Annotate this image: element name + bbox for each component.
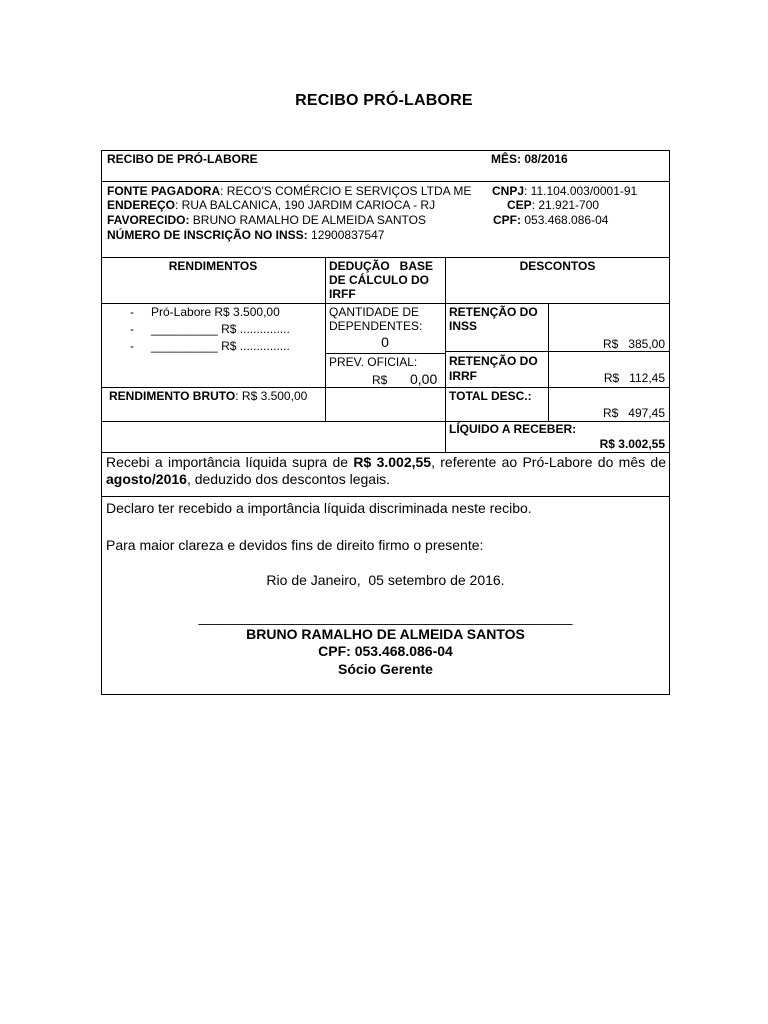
- ret-irrf-l1: RETENÇÃO DO: [449, 354, 538, 368]
- rule-descontos-split: [445, 351, 670, 352]
- bruto-value: : R$ 3.500,00: [235, 389, 308, 403]
- rend-item-1: Pró-Labore R$ 3.500,00: [151, 305, 280, 319]
- rule-header: [101, 181, 670, 182]
- declaration-line-1: Declaro ter recebido a importância líquida discriminada neste recibo.: [106, 500, 532, 516]
- rend-blank-3: __________: [151, 339, 218, 353]
- cnpj-value: : 11.104.003/0001-91: [524, 184, 638, 198]
- receipt-text-b: , referente ao Pró-Labore do mês de: [431, 454, 666, 470]
- col-deducao-l3: IRFF: [329, 287, 356, 301]
- receipt-text-c: , deduzido dos descontos legais.: [186, 471, 391, 487]
- cnpj-line: [492, 184, 637, 198]
- header-month: MÊS: 08/2016: [491, 152, 568, 166]
- receipt-paragraph: [106, 454, 666, 488]
- rule-liquido-top: [101, 421, 670, 422]
- signature-line: ________________________________________________: [198, 609, 573, 625]
- liquido-value: R$ 3.002,55: [599, 437, 665, 451]
- qtd-dependentes-l1: QANTIDADE DE: [329, 305, 420, 319]
- col-deducao-l1: DEDUÇÃO BASE: [329, 259, 434, 273]
- signer-role: Sócio Gerente: [338, 661, 433, 677]
- favorecido-line: [107, 213, 426, 227]
- rend-item-2: [151, 322, 290, 336]
- qtd-dependentes-l2: DEPENDENTES:: [329, 319, 423, 333]
- cnpj-label: CNPJ: [492, 184, 525, 198]
- rend-rs-3: R$: [221, 339, 237, 353]
- total-desc-label: TOTAL DESC.:: [449, 389, 532, 403]
- ret-irrf-value: R$ 112,45: [603, 371, 665, 385]
- bruto-line: [109, 389, 307, 403]
- rend-dash-1: -: [130, 305, 134, 319]
- receipt-amount: R$ 3.002,55: [353, 454, 432, 470]
- rend-dots-2: ...............: [239, 322, 290, 336]
- fonte-label: FONTE PAGADORA: [107, 184, 221, 198]
- rend-item-3: [151, 339, 290, 353]
- fonte-value: : RECO'S COMÉRCIO E SERVIÇOS LTDA ME: [220, 184, 472, 198]
- rend-dash-2: -: [130, 322, 134, 336]
- endereco-line: [107, 198, 435, 212]
- signer-cpf: CPF: 053.468.086-04: [318, 643, 453, 659]
- rule-receipt: [101, 496, 670, 497]
- ret-inss-l2: INSS: [449, 319, 478, 333]
- receipt-month: agosto/2016: [106, 471, 187, 487]
- ret-inss-l1: RETENÇÃO DO: [449, 305, 538, 319]
- cep-label: CEP: [507, 198, 532, 212]
- declaration-line-2: Para maior clareza e devidos fins de direito firmo o presente:: [106, 537, 484, 553]
- liquido-label: LÍQUIDO A RECEBER:: [449, 422, 577, 436]
- inss-line: [107, 228, 384, 242]
- place-date: Rio de Janeiro, 05 setembro de 2016.: [266, 572, 505, 588]
- col-descontos: DESCONTOS: [519, 259, 596, 273]
- rend-dots-3: ...............: [239, 339, 290, 353]
- document-title: RECIBO PRÓ-LABORE: [295, 92, 473, 109]
- rule-col-2: [445, 257, 446, 452]
- endereco-value: : RUA BALCANICA, 190 JARDIM CARIOCA - RJ: [175, 198, 436, 212]
- inss-label: NÚMERO DE INSCRIÇÃO NO INSS:: [107, 228, 308, 242]
- prev-oficial-currency: R$: [372, 373, 388, 387]
- rule-payer: [101, 257, 670, 258]
- header-label: RECIBO DE PRÓ-LABORE: [107, 152, 258, 166]
- cep-value: : 21.921-700: [531, 198, 600, 212]
- rule-bruto: [101, 387, 670, 388]
- favorecido-value: BRUNO RAMALHO DE ALMEIDA SANTOS: [192, 213, 426, 227]
- cpf-line: [493, 213, 608, 227]
- rend-dash-3: -: [130, 339, 134, 353]
- cpf-value: 053.468.086-04: [524, 213, 609, 227]
- rule-col-3: [548, 303, 549, 421]
- fonte-pagadora-line: [107, 184, 471, 198]
- inss-value: 12900837547: [311, 228, 385, 242]
- prev-oficial-value: 0,00: [410, 371, 438, 387]
- col-rendimentos: RENDIMENTOS: [168, 259, 258, 273]
- total-desc-value: R$ 497,45: [602, 406, 665, 420]
- rule-deducao-split: [325, 353, 445, 354]
- signer-name: BRUNO RAMALHO DE ALMEIDA SANTOS: [246, 626, 525, 642]
- rend-rs-2: R$: [221, 322, 237, 336]
- ret-irrf-l2: IRRF: [449, 369, 477, 383]
- prev-oficial-label: PREV. OFICIAL:: [329, 355, 418, 369]
- endereco-label: ENDEREÇO: [107, 198, 176, 212]
- rule-liquido-bottom: [101, 452, 670, 453]
- cpf-label: CPF:: [493, 213, 521, 227]
- ret-inss-value: R$ 385,00: [602, 337, 665, 351]
- col-deducao-l2: DE CÁLCULO DO: [329, 273, 429, 287]
- cep-line: [507, 198, 599, 212]
- qtd-dependentes-value: 0: [381, 334, 389, 350]
- bruto-label: RENDIMENTO BRUTO: [109, 389, 236, 403]
- rule-columns: [101, 303, 670, 304]
- rend-blank-2: __________: [151, 322, 218, 336]
- receipt-text-a: Recebi a importância líquida supra de: [106, 454, 354, 470]
- favorecido-label: FAVORECIDO:: [107, 213, 190, 227]
